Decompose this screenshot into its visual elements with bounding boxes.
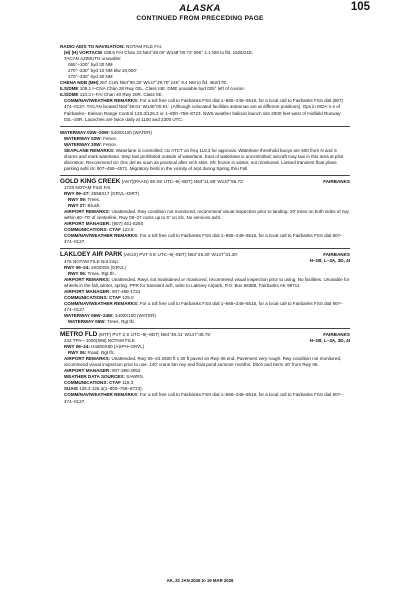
waterway-label: WATERWAY 02W:: [64, 135, 102, 141]
airport-ident: (AK22) PVT 6 E UTC–9(–8DT) N64°49.30′ W147°31.30′: [123, 252, 238, 258]
seaplane-remarks-text: Waterlane is controlled; ctc ATCT on freq 118.3 for approval. Waterlane threshold buoys are 500 from N and S shores and mark waterlane. Step taxi prohibited outside of waterlane. East of waterlane is uncontrolled; aircraft may taxi in this area at pilot discretion. Recommend ctc clnc del as soon as practical after srch start. Sfc frozen in winter, not monitored. Limited transient float plane parking avbl ctc 907–455–4571. Migratory birds in the vicinity of arpt during Spring thru Fall.: [64, 147, 344, 171]
airport-detail-line: [60, 277, 350, 289]
waterway-section: [60, 130, 350, 172]
airport-region-block: [310, 252, 350, 264]
detail-label: COMMUNICATIONS: CTAF: [64, 380, 121, 386]
detail-label: AIRPORT MANAGER:: [64, 368, 111, 374]
detail-label: COMM/NAV/WEATHER REMARKS:: [64, 233, 139, 239]
detail-text: (907) 451-5280: [112, 221, 144, 227]
radio-aids-label: RADIO AIDS TO NAVIGATION:: [60, 44, 125, 49]
airport-detail-line: [60, 233, 350, 245]
detail-text: 2558X17 (GRVL–DIRT): [91, 191, 139, 197]
airport-detail-line: [60, 209, 350, 221]
waterway-label: WATERWAY 02W–20W:: [60, 129, 110, 135]
tacan-line: 270°–330° byd 10 NM blw 10,000′: [68, 68, 137, 74]
waterway-text: Fence.: [103, 141, 118, 147]
ils-label: ILS/DME: [60, 86, 79, 92]
detail-label: COMM/NAV/WEATHER REMARKS:: [64, 392, 139, 398]
airport-detail-line: [60, 356, 350, 368]
detail-text: 4000X50 (GRVL): [91, 264, 126, 270]
tacan-line: 065°–100° byd 30 NM: [68, 62, 113, 68]
detail-label: RWY 06–24:: [64, 344, 90, 350]
elevation-notam-line: 475 NOTAM FILE Not insp.: [64, 258, 120, 264]
radio-aids-text: NOTAM FILE FAI.: [126, 44, 163, 49]
detail-text: 118.3: [122, 380, 134, 386]
detail-text: 125.3 126.3(1–800–758–8723).: [79, 386, 143, 392]
airport-list: [60, 175, 350, 405]
detail-text: For a toll free call to Fairbanks FSS dial 1–866–248–6516, for a local call to Fairbanks FSS dial 907–474–0137.: [64, 300, 343, 312]
detail-label: AIRPORT MANAGER:: [64, 288, 111, 294]
detail-label: AIRPORT MANAGER:: [64, 221, 111, 227]
detail-text: SAWRS.: [126, 374, 145, 380]
waterway-label: WATERWAY 20W:: [64, 141, 102, 147]
detail-label: SUAIS: [64, 386, 78, 392]
detail-label: WATERWAY 06W:: [68, 318, 106, 324]
comm-remarks-text: For a toll free call to Fairbanks FSS dial 1–866–248–6516, for a local call to Fairbanks FSS dial (907) 474–0137. TACAN located N64°48.01′ W148°00.81′. (Although colocated facilities antennae are at different positions). Ops in MOA`s e of Fairbanks– Eielson Range Control 125.3/126.3 or 1–800–758–8723. NWS weather balloon launch site 2000 feet west of midfield Runway 02L–20R. Launches are twice daily at 1100 and 2300 UTC.: [64, 98, 344, 122]
detail-text: 907-388-3053: [112, 368, 141, 374]
detail-label: WEATHER DATA SOURCES:: [64, 374, 125, 380]
ndb-label: CHENA NDB (MH): [60, 80, 99, 86]
airport-region: FAIRBANKS: [323, 178, 350, 184]
tacan-azimuth: TACAN AZIMUTH unusable:: [64, 56, 122, 62]
detail-text: Unattended. Rwys not maintained or monitored, recommend visual inspection prior to using. No facilities. Unusable for wheels in the fall, winter, spring. PPR for transient acft, write to Lakloey Airpark, P.O. Box 58388, Fairbanks AK 99711.: [64, 276, 350, 288]
detail-text: For a toll free call to Fairbanks FSS dial 1–866–248–6516, for a local call to Fairbanks FSS dial 907–474–0137.: [64, 392, 343, 404]
elevation-notam-line: 1720 NOTAM FILE FAI: [64, 184, 111, 190]
detail-label: RWY 06–24:: [64, 264, 90, 270]
chart-reference: H–1B, L–3A, 3D, 4I: [309, 338, 350, 344]
detail-label: AIRPORT REMARKS:: [64, 356, 111, 362]
ils-label: ILS/DME: [60, 92, 79, 98]
detail-text: Brush.: [87, 203, 101, 209]
airport-name: GOLD KING CREEK: [60, 177, 121, 185]
detail-label: RWY 09:: [68, 197, 87, 203]
chart-reference: H–1B, L–3A, 3D, 4I: [309, 258, 350, 264]
comm-remarks-label: COMM/NAV/WEATHER REMARKS:: [64, 98, 139, 104]
radio-aids-section: [60, 44, 350, 123]
detail-label: COMMUNICATIONS: CTAF: [64, 294, 121, 300]
detail-label: RWY 27:: [68, 203, 87, 209]
page-number: 105: [350, 1, 370, 13]
section-divider: [60, 248, 350, 249]
airport-ident: (AK7)(PAAN) 39 SE UTC–9(–8DT) N64°11.88′ W147°55.72′: [121, 178, 244, 184]
airport-region: FAIRBANKS: [323, 332, 350, 338]
ils-text: 109.1 I–CNA Chan 28 Rwy 02L. Class IIIE. DME unusable byd 025° left of course.: [79, 86, 246, 92]
detail-text: Unattended. Rwy 06–24 2600 ft x 30 ft paved on Rwy 06 end. Pavement very rough. Rwy condition not monitored, recommend visual inspection prior to use. 140′ crane btn rwy and float pond summer months. Ditch and berm 40′ from Rwy 06.: [64, 356, 342, 368]
detail-text: For a toll free call to Fairbanks FSS dial 1–866–248–6516, for a local call to Fairbanks FSS dial 907–474–0137.: [64, 233, 343, 245]
detail-text: 3400X100 (WATER): [115, 312, 156, 318]
waterway-text: 5400X100 (WATER): [111, 129, 152, 135]
ils-text: 110.3 I–FAI Chan 40 Rwy 20R. Class IIE.: [79, 92, 163, 98]
state-header: ALASKA: [179, 3, 221, 14]
airport-name: METRO FLD: [60, 331, 98, 339]
page-content: [60, 44, 350, 405]
airport-entry: [60, 252, 350, 325]
detail-text: Road. Rgt tfc.: [87, 350, 116, 356]
vortac-label: (H) (H) VORTACW: [64, 50, 103, 56]
detail-text: 907-488-1724: [112, 288, 141, 294]
detail-label: COMM/NAV/WEATHER REMARKS:: [64, 300, 139, 306]
detail-label: COMMUNICATIONS: CTAF: [64, 227, 121, 233]
detail-label: RWY 06:: [68, 350, 87, 356]
section-divider: [60, 328, 350, 329]
tacan-line: 270°–330° byd 30 NM: [68, 74, 113, 80]
detail-label: AIRPORT REMARKS:: [64, 276, 111, 282]
airport-header: [60, 179, 350, 185]
detail-label: AIRPORT REMARKS:: [64, 209, 111, 215]
detail-text: Unattended. Rwy condition not monitored, recommend visual inspection prior to landing. 20′ trees on both sides of rwy within 60–70′ of centerline. Rwy 09–27 rocks up to 6″ on sfc. No services avbl.: [64, 209, 349, 221]
detail-text: Trees. Rgt tfc.: [107, 318, 136, 324]
waterway-text: Fence.: [103, 135, 118, 141]
airport-region: FAIRBANKS: [323, 252, 350, 258]
airport-region-block: [323, 179, 350, 185]
detail-text: H4600X80 (ASPH–GRVL): [91, 344, 145, 350]
detail-label: WATERWAY 06W–24W:: [64, 312, 114, 318]
detail-label: RWY 06:: [68, 270, 87, 276]
section-divider: [60, 175, 350, 176]
airport-detail-line: [60, 392, 350, 404]
detail-text: Trees. Rgt tfc.: [87, 270, 116, 276]
continued-header: CONTINUED FROM PRECEDING PAGE: [136, 15, 264, 22]
airport-region-block: [310, 332, 350, 344]
airport-ident: (MTF) PVT 2 S UTC–9(–8DT) N64°48.41′ W147°45.75′: [98, 332, 211, 338]
airport-name: LAKLOEY AIR PARK: [60, 251, 123, 259]
airport-entry: [60, 179, 350, 246]
section-divider: [60, 126, 350, 127]
airport-detail-line: [60, 301, 350, 313]
airport-entry: [60, 332, 350, 405]
detail-label: RWY 09–27:: [64, 191, 90, 197]
vortac-text: 108.6 FAI Chan 23 N64°48.00′ W148°00.72′ 056° 4.1 NM to fld. 1526/21E.: [103, 50, 254, 56]
detail-text: 122.9: [122, 227, 134, 233]
seaplane-remarks-label: SEAPLANE REMARKS:: [64, 147, 115, 153]
footer-dates: AK, 22 JAN 2026 to 19 MAR 2026: [166, 578, 234, 583]
ndb-text: 257 CUN N64°50.32′ W147°29.70′ 245° 9.4 NM to fld. 462/17E.: [99, 80, 228, 86]
airport-detail-line: [60, 319, 350, 325]
detail-text: Trees.: [87, 197, 101, 203]
elevation-notam-line: 432 TPA—1000(568) NOTAM FILE: [64, 338, 135, 344]
detail-text: 125.0: [122, 294, 134, 300]
